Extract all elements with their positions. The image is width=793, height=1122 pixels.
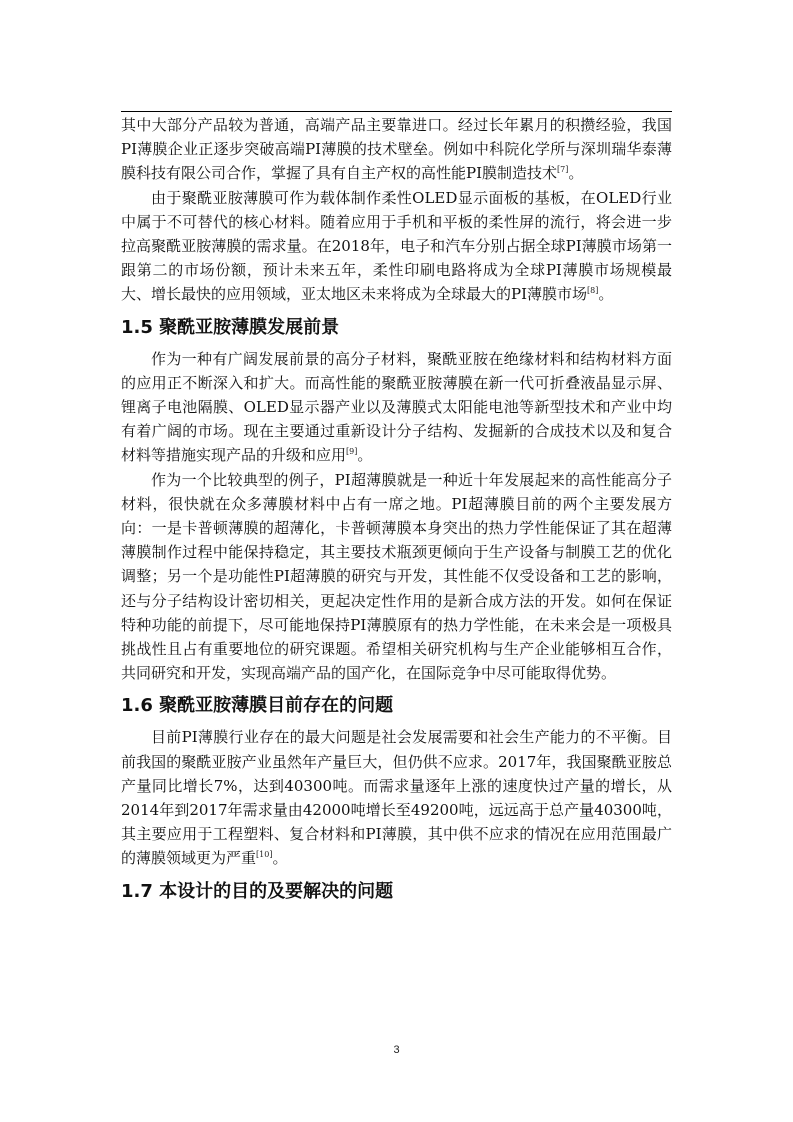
paragraph <box>121 113 672 186</box>
paragraph <box>121 186 672 307</box>
paragraph: 作为一个比较典型的例子，PI超薄膜就是一种近十年发展起来的高性能高分子材料，很快就在众多薄膜材料中占有一席之地。PI超薄膜目前的两个主要发展方向：一是卡普顿薄膜的超薄化，卡普顿薄膜本身突出的热力学性能保证了其在超薄薄膜制作过程中能保持稳定，其主要技术瓶颈更倾向于生产设备与制膜工艺的优化调整；另一个是功能性PI超薄膜的研究与开发，其性能不仅受设备和工艺的影响，还与分子结构设计密切相关，更起决定性作用的是新合成方法的开发。如何在保证特种功能的前提下，尽可能地保持PI薄膜原有的热力学性能，在未来会是一项极具挑战性且占有重要地位的研究课题。希望相关研究机构与生产企业能够相互合作，共同研究和开发，实现高端产品的国产化，在国际竞争中尽可能取得优势。 <box>121 470 672 683</box>
paragraph-end: 。 <box>357 446 373 465</box>
citation: [9] <box>346 447 358 457</box>
paragraph <box>121 347 672 468</box>
page-body <box>121 113 672 911</box>
paragraph-end: 。 <box>598 285 614 304</box>
paragraph <box>121 725 672 870</box>
section-heading: 1.6 聚酰亚胺薄膜目前存在的问题 <box>121 695 394 717</box>
citation: [8] <box>587 286 599 296</box>
paragraph-text: 作为一种有广阔发展前景的高分子材料，聚酰亚胺在绝缘材料和结构材料方面的应用正不断深入和扩大。而高性能的聚酰亚胺薄膜在新一代可折叠液晶显示屏、锂离子电池隔膜、OLED显示器产业以及薄膜式太阳能电池等新型技术和产业中均有着广阔的市场。现在主要通过重新设计分子结构、发掘新的合成技术以及和复合材料等措施实现产品的升级和应用 <box>121 349 672 465</box>
paragraph-text: 目前PI薄膜行业存在的最大问题是社会发展需要和社会生产能力的不平衡。目前我国的聚酰亚胺产业虽然年产量巨大，但仍供不应求。2017年，我国聚酰亚胺总产量同比增长7%，达到40300吨。而需求量逐年上涨的速度快过产量的增长，从2014年到2017年需求量由42000吨增长至49200吨，远远高于总产量40300吨，其主要应用于工程塑料、复合材料和PI薄膜，其中供不应求的情况在应用范围最广的薄膜领域更为严重 <box>121 728 672 868</box>
header-rule <box>121 111 672 112</box>
paragraph-text: 其中大部分产品较为普通，高端产品主要靠进口。经过长年累月的积攒经验，我国PI薄膜企业正逐步突破高端PI薄膜的技术壁垒。例如中科院化学所与深圳瑞华泰薄膜科技有限公司合作，掌握了具有自主产权的高性能PI膜制造技术 <box>121 116 672 183</box>
citation: [10] <box>256 850 273 860</box>
paragraph-end: 。 <box>272 849 288 868</box>
paragraph-end: 。 <box>568 164 584 183</box>
citation: [7] <box>557 165 569 175</box>
section-heading: 1.7 本设计的目的及要解决的问题 <box>121 880 394 902</box>
section-heading: 1.5 聚酰亚胺薄膜发展前景 <box>121 316 340 338</box>
page-number: 3 <box>393 1044 400 1056</box>
paragraph-text: 由于聚酰亚胺薄膜可作为载体制作柔性OLED显示面板的基板，在OLED行业中属于不可替代的核心材料。随着应用于手机和平板的柔性屏的流行，将会进一步拉高聚酰亚胺薄膜的需求量。在2018年，电子和汽车分别占据全球PI薄膜市场第一跟第二的市场份额，预计未来五年，柔性印刷电路将成为全球PI薄膜市场规模最大、增长最快的应用领域，亚太地区未来将成为全球最大的PI薄膜市场 <box>121 188 672 304</box>
